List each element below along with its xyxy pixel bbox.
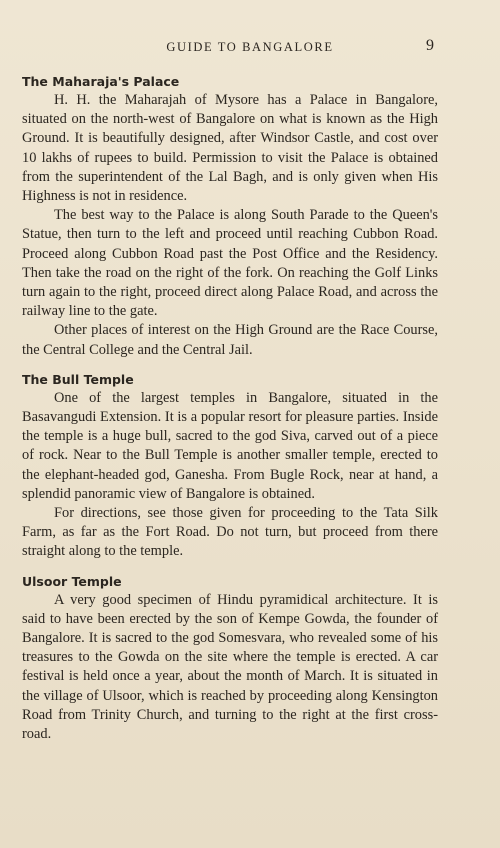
page-body xyxy=(22,72,438,744)
paragraph: One of the largest temples in Bangalore, situated in the Basavangudi Extension. It is a popular resort for pleasure parties. Inside the temple is a huge bull, sacred to the god Siva, carved out of a piece of rock. Near to the Bull Temple is another smaller temple, erected to the elephant-headed god, Ganesha. From Bugle Rock, near at hand, a splendid panoramic view of Bangalore is obtained. xyxy=(22,389,438,502)
running-title: GUIDE TO BANGALORE xyxy=(166,40,334,54)
page-number: 9 xyxy=(426,37,434,54)
paragraph: A very good specimen of Hindu pyramidical architecture. It is said to have been erected by the son of Kempe Gowda, the founder of Bangalore. It is sacred to the god Somesvara, who revealed some of his treasures to the Gowda on the site where the temple is erected. A car festival is held once a year, about the month of March. It is situated in the village of Ulsoor, which is reached by proceeding along Kensington Road from Trinity Church, and turning to the right at the first cross-road. xyxy=(22,591,438,743)
section-gap xyxy=(22,562,438,572)
section-heading-bull-temple: The Bull Temple xyxy=(22,371,134,387)
paragraph: For directions, see those given for proceeding to the Tata Silk Farm, as far as the Fort Road. Do not turn, but proceed from there straight along to the temple. xyxy=(22,505,438,560)
section-heading-ulsoor-temple: Ulsoor Temple xyxy=(22,573,122,589)
running-header xyxy=(0,37,500,60)
section-heading-maharajas-palace: The Maharaja's Palace xyxy=(22,74,180,89)
paragraph: The best way to the Palace is along South Parade to the Queen's Statue, then turn to the left and proceed until reaching Cubbon Road. Proceed along Cubbon Road past the Post Office and the Residency. Then take the road on the right of the fork. On reaching the Golf Links turn again to the right, proceed direct along Palace Road, and across the railway line to the gate. xyxy=(22,207,438,320)
paragraph: Other places of interest on the High Ground are the Race Course, the Central College and the Central Jail. xyxy=(22,322,438,358)
section-gap xyxy=(22,360,438,370)
paragraph: H. H. the Maharajah of Mysore has a Palace in Bangalore, situated on the north-west of Bangalore on what is known as the High Ground. It is beautifully designed, after Windsor Castle, and cost over 10 lakhs of rupees to build. Permission to visit the Palace is obtained from the superintendent of the Lal Bagh, and is only given when His Highness is not in residence. xyxy=(22,92,438,205)
